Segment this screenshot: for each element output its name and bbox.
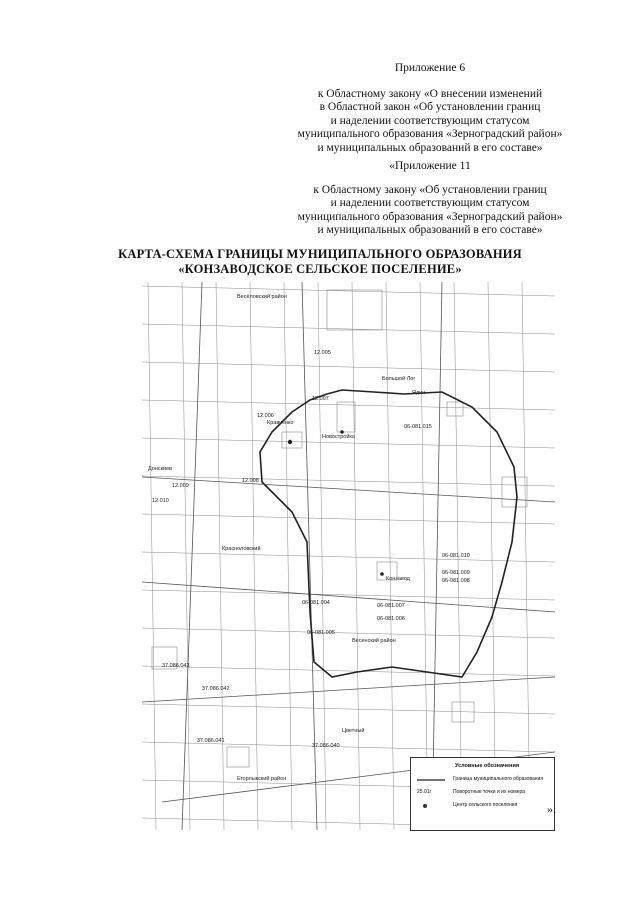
map-title	[40, 247, 600, 277]
header-line: «Приложение 11	[389, 160, 471, 172]
legend-label: Центр сельского поселения	[453, 802, 518, 808]
header-line: муниципального образования «Зерноградский район»	[297, 210, 563, 223]
map-label: 06-081.004	[302, 600, 330, 606]
closing-quote: ».	[547, 802, 556, 816]
map-label: 37.086.041	[197, 738, 225, 744]
header-line: и наделении соответствующим статусом	[330, 197, 530, 209]
map-label: Красноловский	[222, 546, 261, 552]
map-label: 12.010	[152, 498, 169, 504]
legend-label: Поворотные точки и их номера	[453, 789, 526, 795]
map-label: 12.008	[242, 478, 259, 484]
map-label: 06-081.006	[377, 616, 405, 622]
legend-item	[417, 775, 552, 784]
legend-item	[417, 801, 552, 810]
legend-label: Граница муниципального образования	[453, 776, 544, 782]
map-background	[142, 282, 555, 830]
header-line: и наделении соответствующим статусом	[330, 114, 530, 127]
map-label: 37.086.043	[162, 663, 190, 669]
map-label: Кравченко	[267, 420, 294, 426]
map-label: 06-081.005	[307, 630, 335, 636]
boundary-line-icon	[417, 775, 445, 784]
map-label: 12.007	[312, 396, 329, 402]
map-label: 12.005	[314, 350, 331, 356]
header-line: в Областной закон «Об установлении границ	[319, 101, 541, 113]
header-line: к Областному закону «О внесении изменений	[317, 87, 543, 100]
map-label: 06-081.010	[442, 553, 470, 559]
map-title-line-2: «КОНЗАВОДСКОЕ СЕЛЬСКОЕ ПОСЕЛЕНИЕ»	[178, 262, 462, 276]
settlement-center-icon	[417, 801, 445, 810]
map-label: 37.086.040	[312, 743, 340, 749]
map-label: Егорлыкский район	[237, 776, 287, 782]
header-line: и муниципальных образований в его составе»	[317, 141, 543, 154]
map-label: Весенский район	[352, 638, 396, 644]
header-line: муниципального образования «Зерноградский район»	[297, 128, 563, 140]
legend-title: Условные обозначения	[455, 763, 520, 769]
turning-point-code: 25.01г	[417, 789, 432, 795]
appendix-11-header	[260, 160, 600, 238]
settlement-center-icon[interactable]	[380, 572, 384, 576]
settlement-center-icon[interactable]	[288, 440, 292, 444]
map-label: Цветный	[342, 728, 365, 734]
map-label: 06-081.015	[404, 424, 432, 430]
header-line: Приложение 6	[394, 62, 466, 74]
map-label: Донскиев	[148, 466, 173, 472]
map-label: 06-081.008	[442, 578, 470, 584]
boundary-map[interactable]	[142, 282, 555, 830]
map-label: Конзавод	[386, 576, 410, 582]
map-title-line-1: КАРТА-СХЕМА ГРАНИЦЫ МУНИЦИПАЛЬНОГО ОБРАЗОВАНИЯ	[118, 247, 522, 261]
map-label: 37.086.042	[202, 686, 230, 692]
legend-item	[417, 788, 552, 797]
map-label: 12.006	[257, 413, 274, 419]
map-label: Ядин	[412, 390, 426, 396]
map-label: Большой Лог	[382, 376, 416, 382]
map-legend	[410, 757, 555, 831]
map-label: 06-081.007	[377, 603, 405, 609]
map-label: 12.009	[172, 483, 189, 489]
map-label: Весёловский район	[237, 294, 287, 300]
appendix-6-header	[260, 62, 600, 155]
header-line: к Областному закону «Об установлении границ	[313, 183, 547, 196]
header-line: и муниципальных образований в его составе»	[317, 224, 543, 236]
map-label: Новостройка	[322, 434, 355, 440]
map-label: 06-081.009	[442, 570, 470, 576]
